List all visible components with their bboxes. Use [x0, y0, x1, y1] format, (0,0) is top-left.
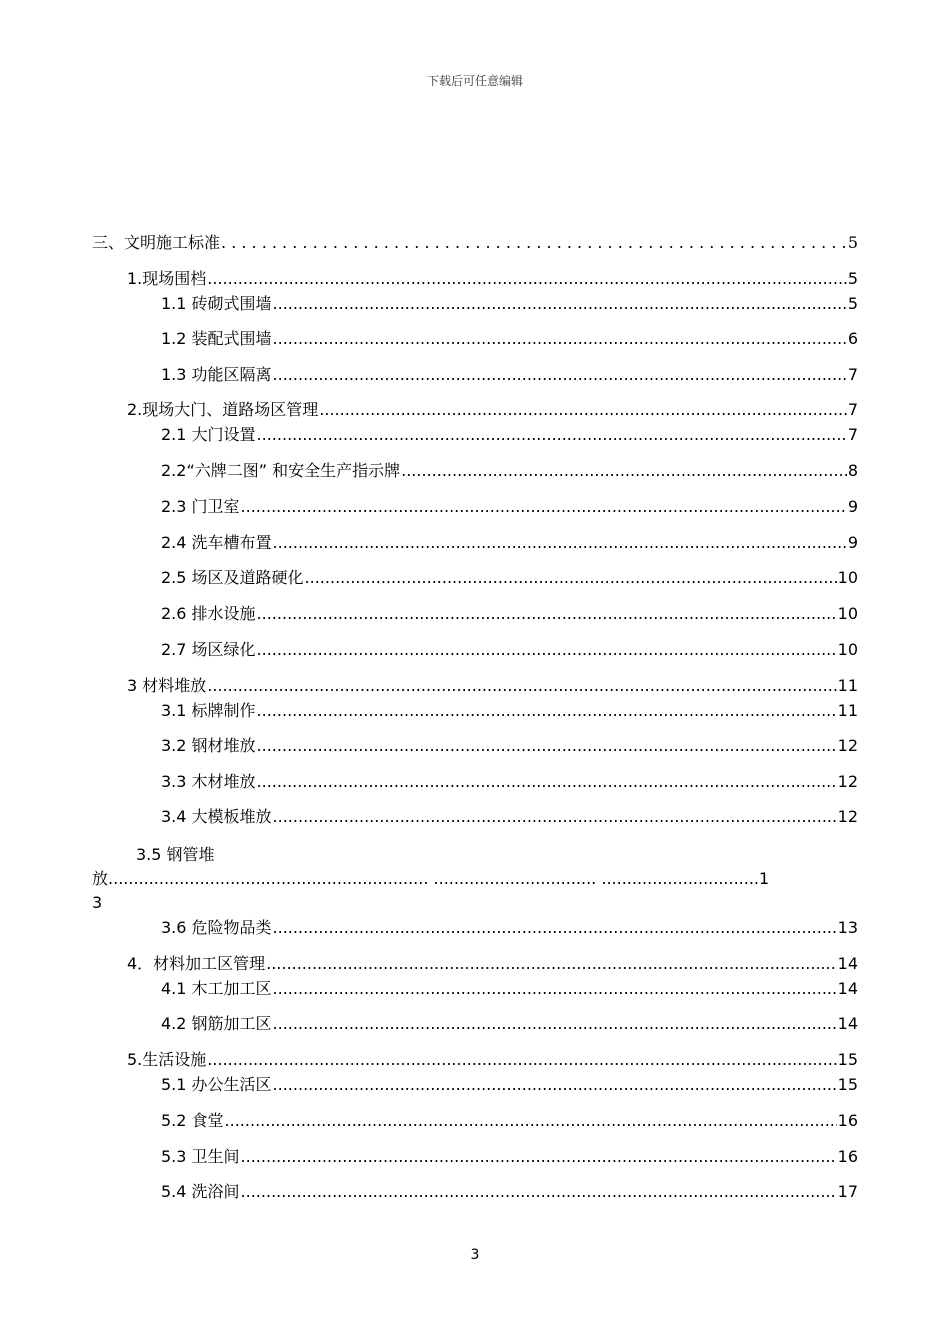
toc-page-number-continued: 3	[92, 893, 103, 912]
toc-leader-dots	[257, 771, 837, 793]
toc-entry[interactable]	[161, 700, 858, 722]
toc-section-heading[interactable]	[92, 232, 858, 254]
toc-entry-title: 2.5 场区及道路硬化	[161, 568, 304, 587]
toc-leader-dots	[257, 603, 837, 625]
toc-page-number: 9	[847, 533, 858, 552]
toc-entry[interactable]	[161, 639, 858, 661]
toc-entry[interactable]	[161, 978, 858, 1000]
toc-leader-dots	[266, 953, 836, 975]
toc-entry-title: 3.1 标牌制作	[161, 701, 256, 720]
toc-page-number: 7	[847, 365, 858, 384]
toc-page-number: 7	[847, 400, 858, 419]
toc-entry-title: 1.3 功能区隔离	[161, 365, 272, 384]
toc-entry-title: 1.2 装配式围墙	[161, 329, 272, 348]
toc-entry-title: 3.2 钢材堆放	[161, 736, 256, 755]
toc-leader-dots	[273, 978, 837, 1000]
toc-leader-dots	[207, 268, 847, 290]
toc-leader-dots	[273, 328, 847, 350]
toc-entry[interactable]	[161, 328, 858, 350]
toc-entry-title: 5.3 卫生间	[161, 1147, 240, 1166]
toc-leader-dots	[273, 364, 847, 386]
toc-page-number: 1	[759, 869, 770, 888]
page-header: 下载后可任意编辑	[426, 74, 523, 88]
toc-entry-title: 3.5 钢管堆	[136, 845, 215, 864]
toc-page-number: 6	[847, 329, 858, 348]
toc-leader-dots	[225, 1110, 837, 1132]
toc-leader-dots	[257, 639, 837, 661]
toc-entry-title: 2.2“六牌二图” 和安全生产指示牌	[161, 461, 401, 480]
toc-entry-title-continued: 放	[92, 869, 109, 888]
toc-entry-title: 2.现场大门、道路场区管理	[127, 400, 319, 419]
toc-page-number: 10	[837, 604, 858, 623]
toc-leader-dots	[273, 1013, 837, 1035]
toc-page-number: 11	[837, 676, 858, 695]
page-number-footer: 3	[470, 1247, 480, 1263]
toc-entry[interactable]	[161, 917, 858, 939]
toc-entry-title: 3.6 危险物品类	[161, 918, 272, 937]
toc-page-number: 16	[837, 1147, 858, 1166]
toc-entry[interactable]	[161, 603, 858, 625]
toc-entry-title: 5.2 食堂	[161, 1111, 224, 1130]
toc-leader-dots	[257, 424, 847, 446]
toc-leader-dots	[241, 496, 847, 518]
toc-entry-title: 1.1 砖砌式围墙	[161, 294, 272, 313]
toc-entry[interactable]	[161, 424, 858, 446]
toc-leader-dots	[305, 567, 837, 589]
toc-entry-title: 5.1 办公生活区	[161, 1075, 272, 1094]
toc-entry[interactable]	[161, 806, 858, 828]
toc-page-number: 17	[837, 1182, 858, 1201]
toc-leader-dots	[257, 735, 837, 757]
toc-section-title: 三、文明施工标准	[92, 233, 221, 252]
toc-leader-dots	[273, 293, 847, 315]
toc-entry[interactable]	[161, 460, 858, 482]
toc-leader-dots	[273, 917, 837, 939]
toc-entry-title: 4.1 木工加工区	[161, 979, 272, 998]
toc-entry-title: 3.3 木材堆放	[161, 772, 256, 791]
toc-page-number: 15	[837, 1075, 858, 1094]
toc-page-number: 12	[837, 807, 858, 826]
toc-leader-dots	[207, 1049, 836, 1071]
toc-entry[interactable]	[161, 1013, 858, 1035]
toc-leader-dots	[241, 1181, 837, 1203]
toc-entry-title: 4.2 钢筋加工区	[161, 1014, 272, 1033]
toc-page-number: 5	[847, 294, 858, 313]
toc-entry-title: 1.现场围档	[127, 269, 207, 288]
toc-entry-title: 2.6 排水设施	[161, 604, 256, 623]
toc-entry[interactable]	[127, 399, 858, 421]
toc-leader-dots	[207, 675, 836, 697]
toc-entry-title: 2.7 场区绿化	[161, 640, 256, 659]
toc-entry-title: 3 材料堆放	[127, 676, 207, 695]
toc-wrapped-line	[92, 868, 858, 890]
toc-entry[interactable]	[161, 567, 858, 589]
toc-page-number: 13	[837, 918, 858, 937]
toc-leader-dots	[273, 532, 847, 554]
toc-entry-title: 2.4 洗车槽布置	[161, 533, 272, 552]
toc-entry[interactable]	[161, 1110, 858, 1132]
toc-page-number: 14	[837, 954, 858, 973]
toc-entry[interactable]	[127, 1049, 858, 1071]
toc-entry-title: 2.1 大门设置	[161, 425, 256, 444]
toc-page-number: 5	[847, 269, 858, 288]
toc-entry[interactable]	[127, 953, 858, 975]
toc-leader-dots: ............................................................... ................................ ...............................	[108, 869, 760, 888]
toc-page-number: 10	[837, 640, 858, 659]
toc-page-number: 8	[847, 461, 858, 480]
toc-page-number: 9	[847, 497, 858, 516]
toc-leader-dots	[319, 399, 847, 421]
toc-entry[interactable]	[127, 268, 858, 290]
toc-leader-dots	[273, 1074, 837, 1096]
toc-page-number: 5	[847, 233, 858, 252]
toc-entry-title: 5.4 洗浴间	[161, 1182, 240, 1201]
toc-entry-title: 5.生活设施	[127, 1050, 207, 1069]
toc-page-number: 16	[837, 1111, 858, 1130]
toc-page-number: 14	[837, 979, 858, 998]
toc-entry-title: 4．材料加工区管理	[127, 954, 266, 973]
toc-page-number: 15	[837, 1050, 858, 1069]
toc-page-number: 10	[837, 568, 858, 587]
toc-page-number: 14	[837, 1014, 858, 1033]
toc-entry[interactable]	[161, 771, 858, 793]
toc-entry-title: 2.3 门卫室	[161, 497, 240, 516]
toc-page-number: 12	[837, 772, 858, 791]
toc-entry[interactable]	[161, 532, 858, 554]
toc-entry[interactable]	[161, 735, 858, 757]
toc-page-number: 11	[837, 701, 858, 720]
toc-leader-dots	[221, 232, 847, 254]
toc-entry[interactable]	[161, 1181, 858, 1203]
toc-entry[interactable]	[161, 293, 858, 315]
toc-leader-dots	[273, 806, 837, 828]
toc-entry[interactable]	[161, 1146, 858, 1168]
toc-leader-dots	[257, 700, 837, 722]
toc-page-number: 12	[837, 736, 858, 755]
toc-entry[interactable]	[161, 496, 858, 518]
toc-entry-title: 3.4 大模板堆放	[161, 807, 272, 826]
toc-entry[interactable]	[127, 675, 858, 697]
toc-entry[interactable]	[161, 1074, 858, 1096]
toc-entry[interactable]	[161, 364, 858, 386]
toc-leader-dots	[241, 1146, 837, 1168]
toc-leader-dots	[401, 460, 847, 482]
toc-page-number: 7	[847, 425, 858, 444]
